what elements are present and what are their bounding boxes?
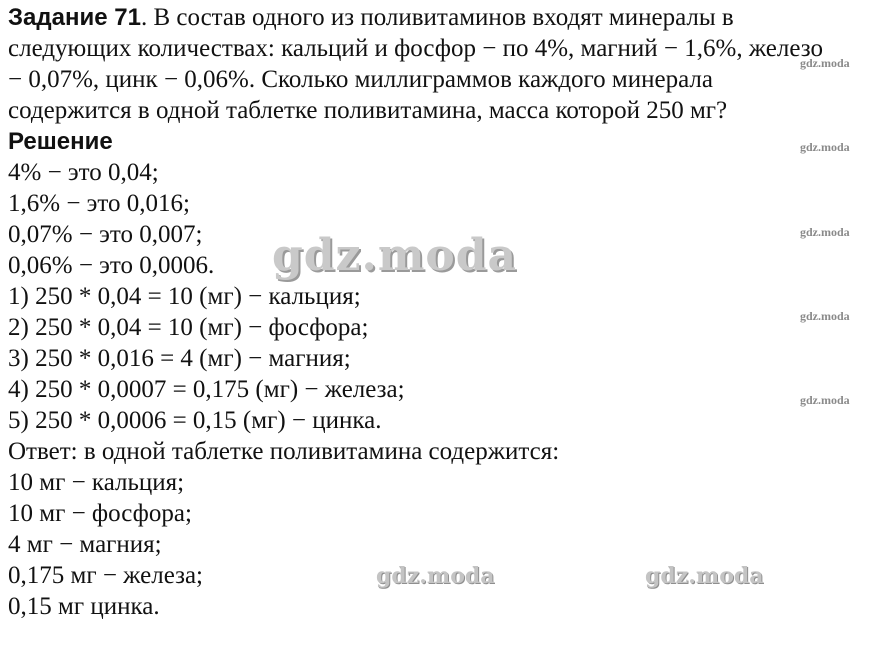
solution-line: 1,6% − это 0,016; xyxy=(8,190,190,217)
answer-line: 0,175 мг − железа; xyxy=(8,562,204,589)
task-statement-line-2: следующих количествах: кальций и фосфор − по 4%, магний − 1,6%, железо xyxy=(8,35,824,62)
solution-line: 4) 250 * 0,0007 = 0,175 (мг) − железа; xyxy=(8,376,405,403)
watermark-medium: gdz.moda xyxy=(376,563,495,589)
solution-line: 0,07% − это 0,007; xyxy=(8,221,203,248)
watermark-small: gdz.moda xyxy=(800,56,850,70)
answer-line: 10 мг − фосфора; xyxy=(8,500,192,527)
answer-line: 0,15 мг цинка. xyxy=(8,593,160,620)
document-page xyxy=(8,2,888,622)
watermark-small: gdz.moda xyxy=(800,393,850,407)
solution-line: 5) 250 * 0,0006 = 0,15 (мг) − цинка. xyxy=(8,407,382,434)
watermark-small: gdz.moda xyxy=(800,140,850,154)
watermark-small: gdz.moda xyxy=(800,225,850,239)
answer-line: Ответ: в одной таблетке поливитамина содержится: xyxy=(8,438,560,465)
task-title: Задание 71 xyxy=(8,4,141,31)
task-text: . В состав одного из поливитаминов входят минералы в xyxy=(140,4,734,31)
solution-heading: Решение xyxy=(8,128,113,155)
watermark-large: gdz.moda xyxy=(272,230,518,281)
task-statement-line-4: содержится в одной таблетке поливитамина, масса которой 250 мг? xyxy=(8,97,728,124)
task-statement-line-3: − 0,07%, цинк − 0,06%. Сколько миллиграммов каждого минерала xyxy=(8,66,713,93)
solution-line: 4% − это 0,04; xyxy=(8,159,159,186)
solution-line: 2) 250 * 0,04 = 10 (мг) − фосфора; xyxy=(8,314,369,341)
answer-line: 10 мг − кальция; xyxy=(8,469,185,496)
answer-line: 4 мг − магния; xyxy=(8,531,162,558)
solution-line: 3) 250 * 0,016 = 4 (мг) − магния; xyxy=(8,345,351,372)
watermark-medium: gdz.moda xyxy=(645,563,764,589)
task-statement-line-1 xyxy=(8,2,888,33)
solution-line: 1) 250 * 0,04 = 10 (мг) − кальция; xyxy=(8,283,361,310)
solution-line: 0,06% − это 0,0006. xyxy=(8,252,215,279)
watermark-small: gdz.moda xyxy=(800,309,850,323)
